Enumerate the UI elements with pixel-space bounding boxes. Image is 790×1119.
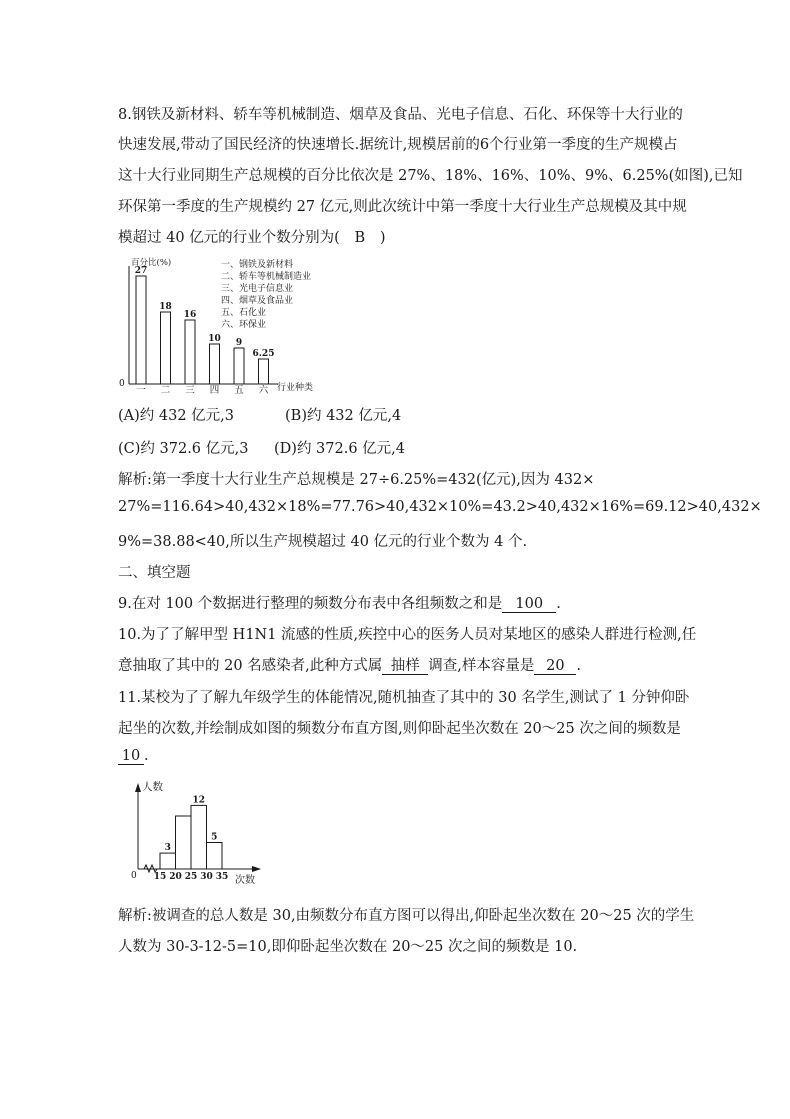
chart1-legend-item-6: 六、环保业	[221, 320, 267, 330]
chart1-legend-item-4: 四、烟草及食品业	[221, 296, 294, 306]
q8-stem-end: 模超过 40 亿元的行业个数分别为(	[118, 230, 340, 246]
chart2-bar-4	[207, 843, 223, 870]
frequency-histogram	[130, 777, 280, 887]
chart2-value-label-3: 12	[192, 795, 206, 806]
chart2-tick-label-4: 30	[200, 872, 213, 882]
chart2-value-label-1: 3	[164, 843, 171, 854]
q8-solution-3: 9%=38.88<40,所以生产规模超过 40 亿元的行业个数为 4 个.	[118, 534, 528, 550]
q8-option-c: (C)约 372.6 亿元,3	[118, 441, 249, 457]
chart2-y-arrow	[135, 783, 141, 792]
chart2-xlabel: 次数	[235, 875, 255, 886]
q8-option-b: (B)约 432 亿元,4	[285, 408, 402, 424]
q11-line-1: 11.某校为了了解九年级学生的体能情况,随机抽查了其中的 30 名学生,测试了 1 分钟仰卧	[118, 690, 690, 706]
chart1-legend-item-5: 五、石化业	[221, 308, 267, 318]
chart2-bar-2	[176, 816, 192, 869]
q11-period: .	[144, 748, 149, 764]
q11-line-2: 起坐的次数,并绘制成如图的频数分布直方图,则仰卧起坐次数在 20～25 次之间的频数是	[118, 721, 681, 737]
q8-line-4: 环保第一季度的生产规模约 27 亿元,则此次统计中第一季度十大行业生产总规模及其中规	[118, 199, 687, 215]
chart2-value-label-4: 5	[211, 832, 218, 843]
chart1-category-6: 六	[258, 385, 269, 396]
chart1-value-label-4: 10	[208, 334, 221, 344]
chart1-bar-5	[234, 348, 244, 384]
q11-line-3	[118, 748, 149, 765]
industry-bar-chart	[118, 252, 348, 397]
chart1-category-5: 五	[234, 385, 244, 396]
chart1-bar-3	[185, 320, 195, 384]
chart1-legend	[221, 258, 311, 330]
chart2-bar-1	[160, 853, 176, 869]
chart1-origin: 0	[119, 379, 125, 389]
section-heading-fill-blank: 二、填空题	[118, 565, 191, 581]
q8-line-1: 8.钢铁及新材料、轿车等机械制造、烟草及食品、光电子信息、石化、环保等十大行业的	[118, 107, 683, 123]
q8-line-5	[118, 226, 386, 247]
q9-line	[118, 592, 561, 613]
chart1-bar-1	[136, 276, 146, 384]
chart2-tick-label-1: 15	[153, 872, 167, 882]
q8-line-2: 快速发展,带动了国民经济的快速增长.据统计,规模居前的6个行业第一季度的生产规模占	[118, 137, 678, 153]
q11-solution-2: 人数为 30-3-12-5=10,即仰卧起坐次数在 20～25 次之间的频数是 10.	[118, 939, 578, 955]
chart1-bar-4	[210, 344, 220, 384]
chart2-tick-label-2: 20	[169, 872, 182, 882]
q10-stem-mid: 调查,样本容量是	[428, 658, 535, 674]
chart1-value-label-1: 27	[134, 266, 148, 276]
chart2-tick-label-5: 35	[215, 872, 229, 882]
chart1-value-label-5: 9	[235, 338, 243, 348]
chart1-value-label-6: 6.25	[252, 349, 275, 359]
chart1-legend-item-1: 一、钢铁及新材料	[221, 260, 294, 270]
q11-solution-1: 解析:被调查的总人数是 30,由频数分布直方图可以得出,仰卧起坐次数在 20～25 次的学生	[118, 908, 695, 924]
chart1-bar-2	[161, 312, 171, 384]
q10-period: .	[576, 658, 581, 674]
chart1-category-1: 一	[136, 385, 146, 396]
chart1-category-2: 二	[160, 385, 171, 396]
q8-paren-close: )	[379, 230, 386, 246]
q9-answer-blank: 100	[502, 596, 556, 613]
q8-solution-2: 27%=116.64>40,432×18%=77.76>40,432×10%=43.2>40,432×16%=69.12>40,432×	[118, 499, 762, 515]
q11-answer-blank: 10	[118, 748, 144, 765]
chart1-legend-item-2: 二、轿车等机械制造业	[221, 272, 312, 282]
q10-stem: 意抽取了其中的 20 名感染者,此种方式属	[118, 658, 383, 674]
chart1-value-label-2: 18	[159, 302, 172, 312]
chart1-bar-6	[259, 359, 269, 384]
q10-line-1: 10.为了了解甲型 H1N1 流感的性质,疾控中心的医务人员对某地区的感染人群进行检测,任	[118, 627, 697, 643]
q8-answer: B	[354, 230, 366, 246]
q8-option-a: (A)约 432 亿元,3	[118, 408, 235, 424]
q8-option-d: (D)约 372.6 亿元,4	[274, 441, 406, 457]
chart2-bar-3	[191, 805, 207, 869]
chart1-value-label-3: 16	[183, 310, 197, 320]
q9-period: .	[556, 596, 561, 612]
q8-line-3: 这十大行业同期生产总规模的百分比依次是 27%、18%、16%、10%、9%、6.25%(如图),已知	[118, 168, 743, 184]
chart1-category-3: 三	[185, 385, 195, 396]
chart1-ylabel: 百分比(%)	[131, 258, 172, 268]
chart2-origin: 0	[131, 871, 137, 881]
q10-answer-blank-2: 20	[534, 658, 576, 675]
q9-stem: 9.在对 100 个数据进行整理的频数分布表中各组频数之和是	[118, 596, 503, 612]
q8-solution-1: 解析:第一季度十大行业生产总规模是 27÷6.25%=432(亿元),因为 432×	[118, 472, 595, 488]
q10-line-2	[118, 654, 581, 675]
chart1-xlabel: 行业种类	[277, 383, 314, 393]
chart2-tick-label-3: 25	[184, 872, 198, 882]
chart2-ylabel: 人数	[142, 781, 163, 793]
chart1-legend-item-3: 三、光电子信息业	[221, 284, 294, 294]
chart1-category-4: 四	[209, 385, 220, 396]
chart2-x-arrow	[252, 866, 261, 872]
q10-answer-blank-1: 抽样	[382, 658, 428, 675]
